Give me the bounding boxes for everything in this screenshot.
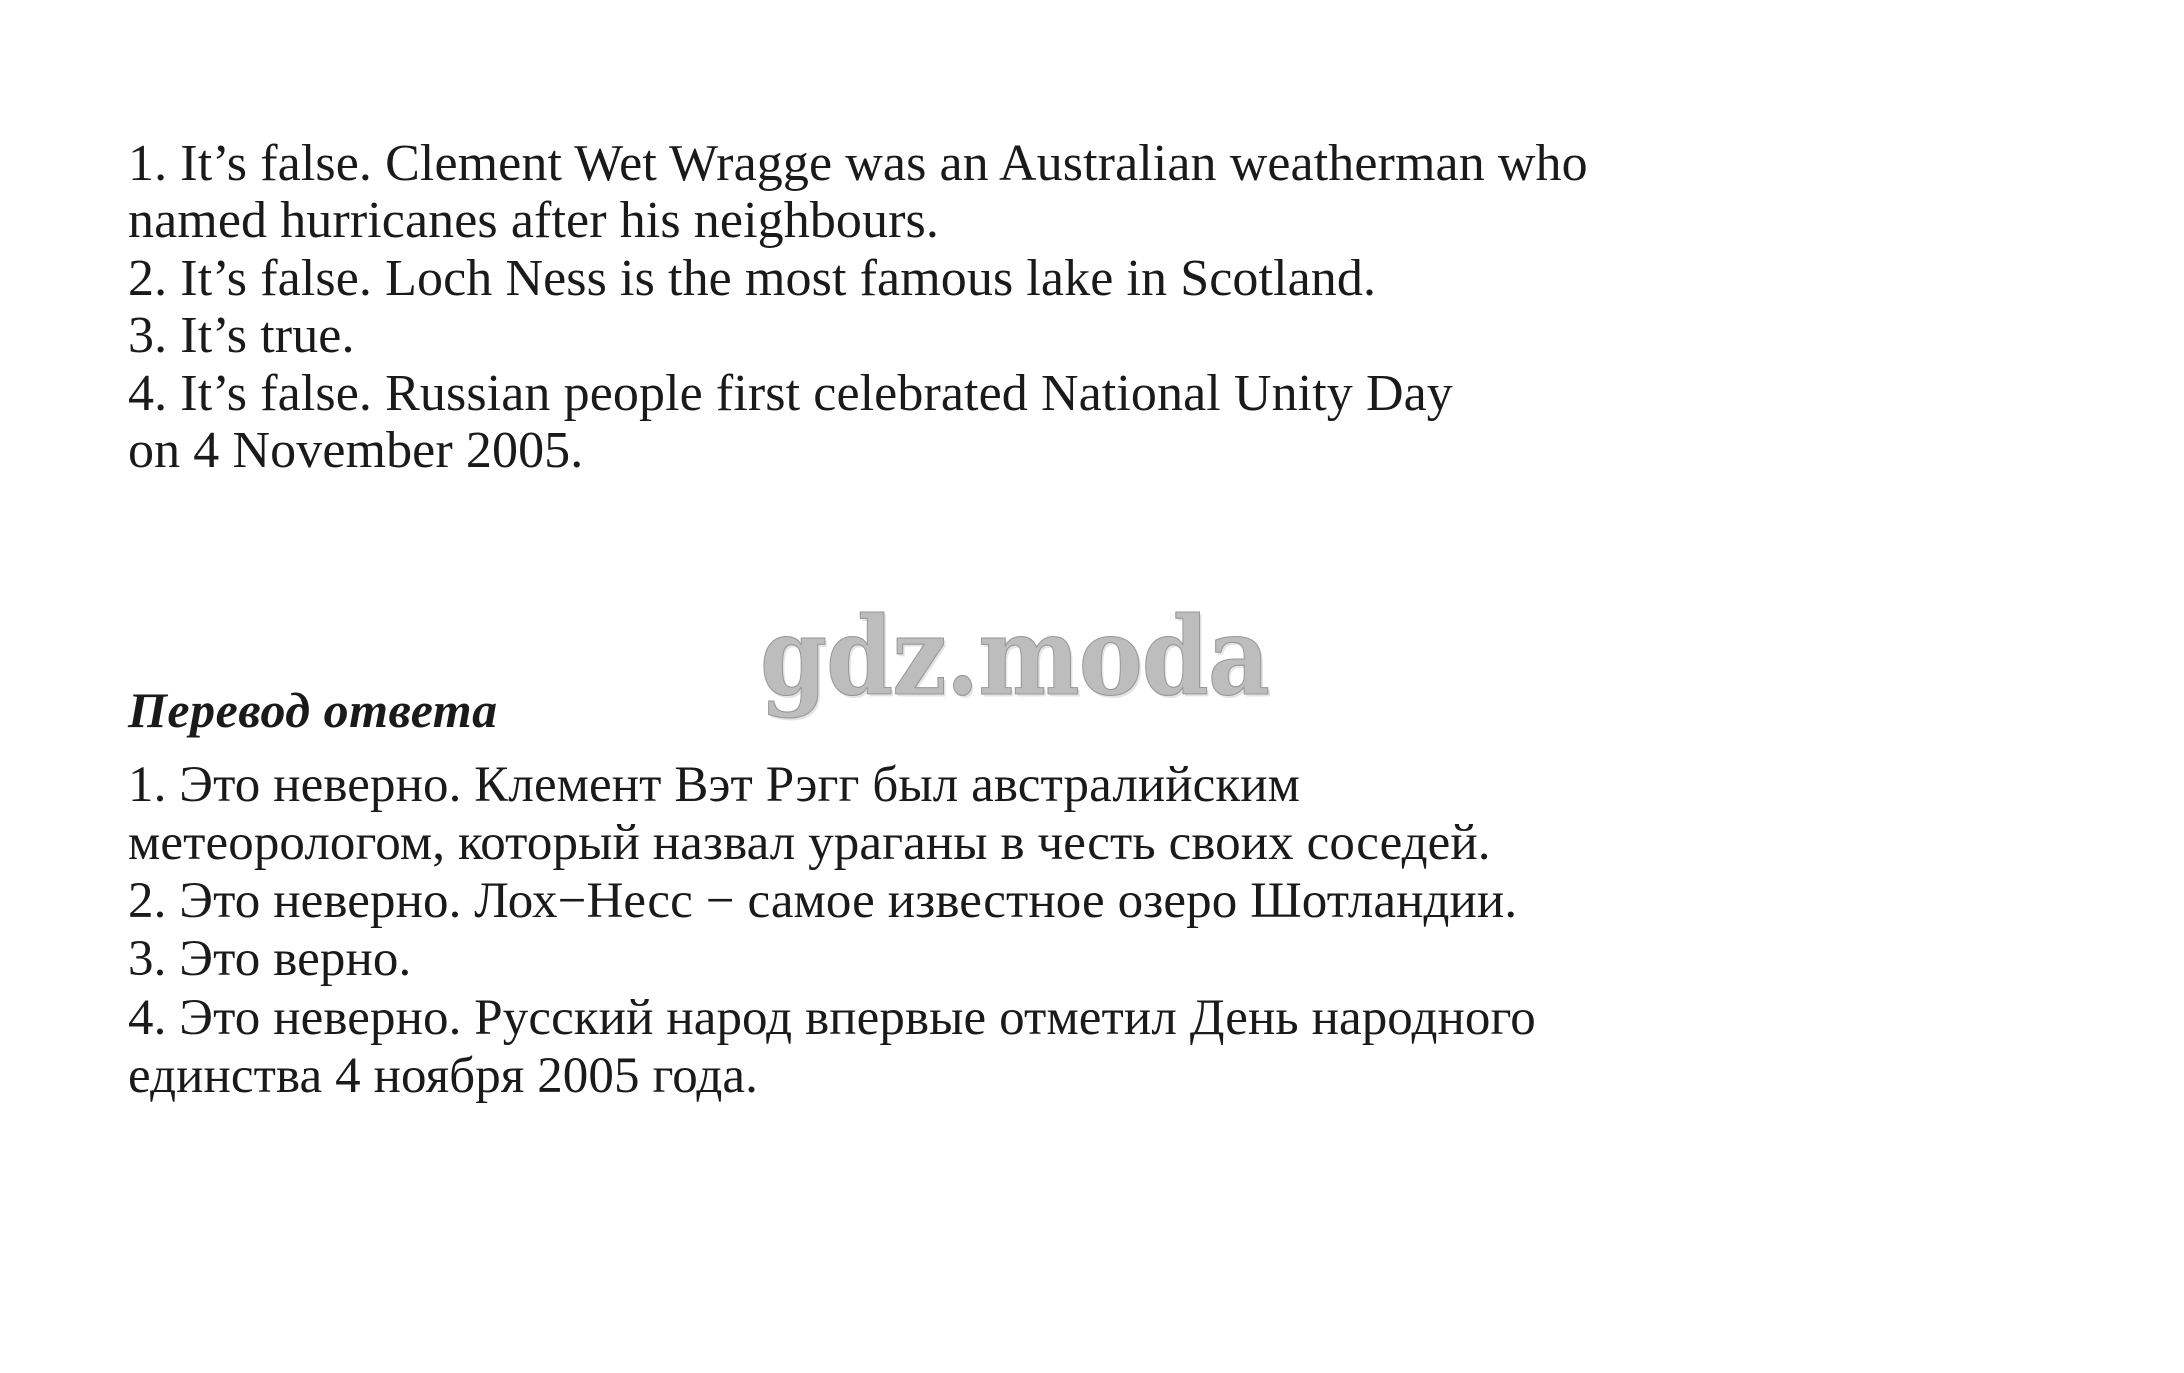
translation-line: 4. Это неверно. Русский народ впервые отметил День народного [128, 989, 1536, 1046]
translation-section [128, 680, 2088, 1105]
answer-line: 4. It’s false. Russian people first celebrated National Unity Day [128, 364, 1453, 422]
answers-section [128, 135, 2048, 480]
translation-heading: Перевод ответа [128, 682, 498, 738]
answer-line: 3. It’s true. [128, 307, 355, 365]
translation-line: метеорологом, который назвал ураганы в честь своих соседей. [128, 815, 1491, 872]
translation-line: единства 4 ноября 2005 года. [128, 1047, 758, 1104]
translation-line: 2. Это неверно. Лох−Несс − самое известное озеро Шотландии. [128, 873, 1518, 930]
answer-line: 1. It’s false. Clement Wet Wragge was an Australian weatherman who [128, 135, 1588, 192]
site-watermark: gdz.moda [760, 593, 1270, 720]
answer-line: named hurricanes after his neighbours. [128, 192, 939, 250]
answer-line: 2. It’s false. Loch Ness is the most famous lake in Scotland. [128, 249, 1377, 307]
answer-line: on 4 November 2005. [128, 422, 584, 480]
translation-line: 3. Это верно. [128, 931, 412, 988]
translation-line: 1. Это неверно. Клемент Вэт Рэгг был австралийским [128, 757, 1301, 813]
